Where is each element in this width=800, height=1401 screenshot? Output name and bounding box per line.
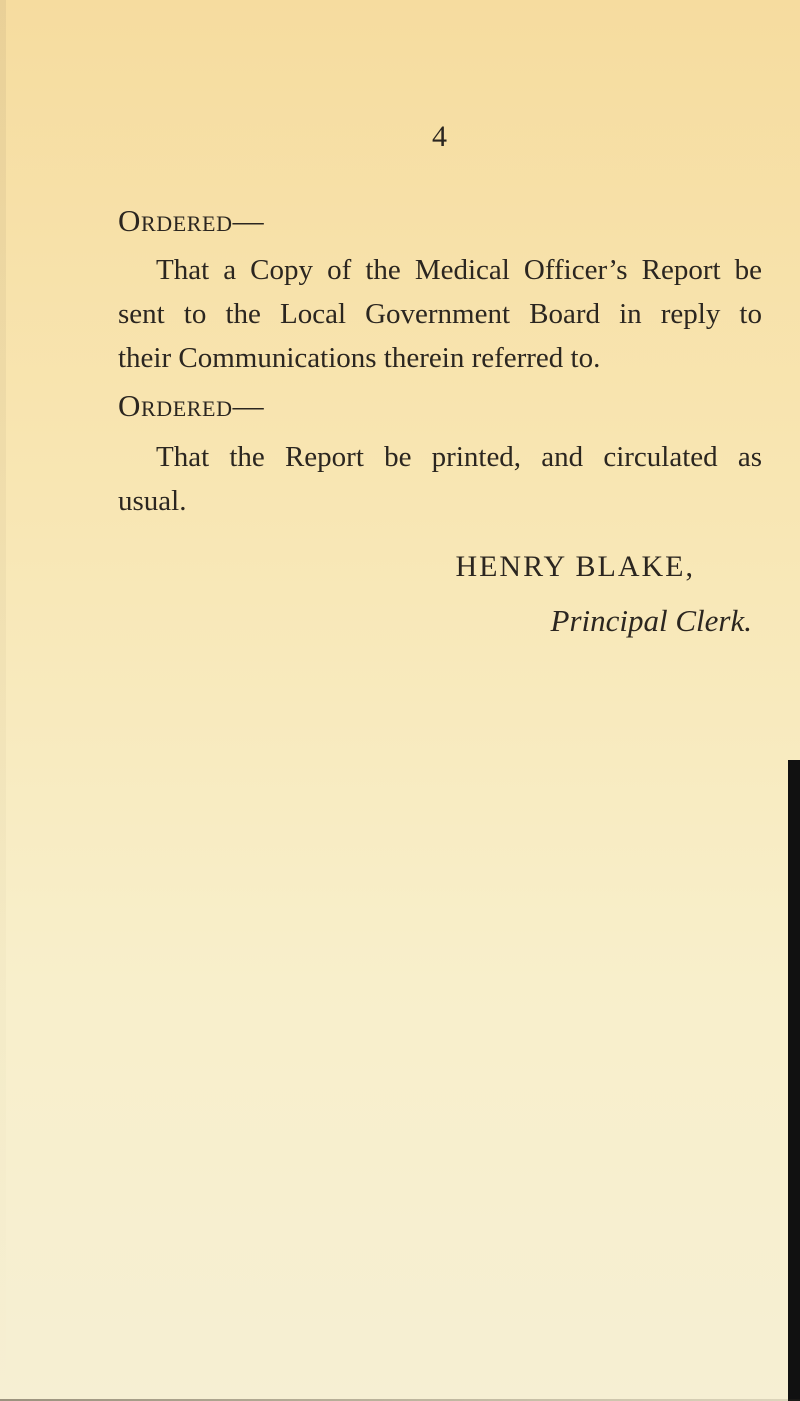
signature-name: HENRY BLAKE,	[455, 550, 695, 583]
page-number: 4	[432, 120, 447, 153]
ordered-paragraph-2	[118, 435, 762, 523]
ordered-paragraph-1	[118, 248, 762, 380]
scan-edge-right	[788, 760, 800, 1401]
paragraph-1-line-3: their Communications therein referred to.	[118, 342, 601, 374]
paragraph-2-line-2: usual.	[118, 485, 187, 517]
paragraph-2-line-1: That the Report be printed, and circulated as	[156, 441, 762, 473]
ordered-heading-2: Ordered—	[118, 388, 265, 423]
paragraph-1-line-1: That a Copy of the Medical Officer’s Report be	[156, 254, 762, 286]
paragraph-1-line-2: sent to the Local Government Board in reply to	[118, 298, 762, 330]
signature-role: Principal Clerk.	[550, 603, 752, 638]
signature-block	[0, 540, 760, 648]
page-edge-shadow	[0, 0, 6, 1401]
ordered-heading-1: Ordered—	[118, 203, 265, 238]
